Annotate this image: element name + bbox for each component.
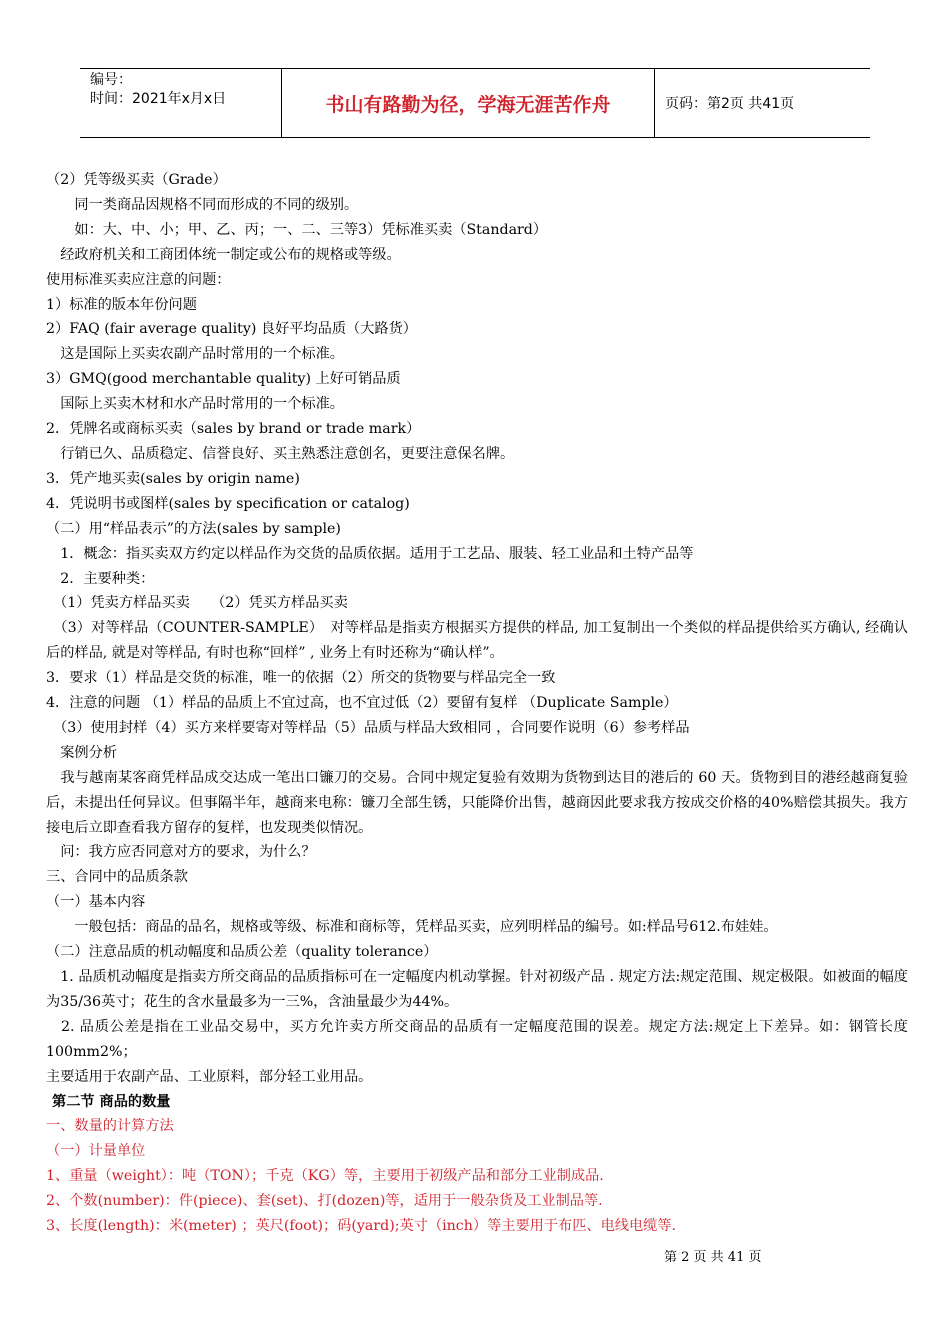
line-2: 同一类商品因规格不同而形成的不同的级别。: [46, 196, 359, 213]
red-line-2: （一）计量单位: [46, 1143, 146, 1160]
line-30: （一）基本内容: [46, 894, 146, 911]
paragraph-counter-sample: （3）对等样品（COUNTER-SAMPLE） 对等样品是指卖方根据买方提供的样品, 加工复制出一个类似的样品提供给买方确认, 经确认后的样品, 就是对等样品, 有时也称“回样” , 业务上有时还称为“确认样”。: [46, 620, 908, 662]
section-heading: 第二节 商品的数量: [52, 1093, 171, 1110]
line-29: 三、合同中的品质条款: [46, 869, 188, 886]
line-13: 3．凭产地买卖(sales by origin name): [46, 470, 300, 487]
line-23: （3）使用封样（4）买方来样要寄对等样品（5）品质与样品大致相同 ，合同要作说明（6）参考样品: [46, 719, 690, 736]
red-line-4: 2、个数(number)：件(piece)、套(set)、打(dozen)等，适用于一般杂货及工业制品等.: [46, 1193, 603, 1210]
line-1: （2）凭等级买卖（Grade）: [46, 172, 227, 188]
page-header: [80, 68, 870, 138]
line-8: 这是国际上买卖农副产品时常用的一个标准。: [46, 346, 344, 363]
header-motto: 书山有路勤为径，学海无涯苦作舟: [282, 69, 655, 137]
line-5: 使用标准买卖应注意的问题：: [46, 271, 231, 288]
line-10: 国际上买卖木材和水产品时常用的一个标准。: [46, 396, 344, 413]
line-4: 经政府机关和工商团体统一制定或公布的规格或等级。: [46, 246, 401, 263]
line-7: 2）FAQ (fair average quality) 良好平均品质（大路货）: [46, 321, 417, 338]
line-12: 行销已久、品质稳定、信誉良好、买主熟悉注意创名，更要注意保名牌。: [46, 445, 515, 462]
line-37: 主要适用于农副产品、工业原料，部分轻工业用品。: [46, 1068, 373, 1085]
paragraph-quality-range: 1. 品质机动幅度是指卖方所交商品的品质指标可在一定幅度内机动掌握。针对初级产品 . 规定方法:规定范围、规定极限。如被面的幅度为35/36英寸；花生的含水量最多为一三%，含油量最少为44%。: [46, 969, 908, 1010]
header-info: [80, 69, 282, 137]
line-14: 4．凭说明书或图样(sales by specification or catalog): [46, 495, 410, 512]
line-32: （二）注意品质的机动幅度和品质公差（quality tolerance）: [46, 944, 438, 961]
line-31: 一般包括：商品的品名，规格或等级、标准和商标等，凭样品买卖，应列明样品的编号。如:样品号612.布娃娃。: [46, 919, 778, 936]
line-15: （二）用“样品表示”的方法(sales by sample): [46, 520, 341, 537]
document-body: [46, 168, 908, 1239]
line-9: 3）GMQ(good merchantable quality) 上好可销品质: [46, 371, 401, 388]
line-18: （1）凭卖方样品买卖 （2）凭买方样品买卖: [46, 595, 348, 612]
doc-date-label: 时间：2021年x月x日: [90, 91, 227, 107]
line-11: 2．凭牌名或商标买卖（sales by brand or trade mark）: [46, 421, 421, 438]
line-28: 问：我方应否同意对方的要求，为什么？: [46, 844, 316, 861]
doc-number-label: 编号：: [90, 72, 132, 88]
header-page-label: 页码：第2页 共41页: [665, 96, 795, 112]
page-footer: 第 2 页 共 41 页: [664, 1250, 762, 1265]
red-line-5: 3、长度(length)：米(meter) ；英尺(foot)；码(yard);英寸（inch）等主要用于布匹、电线电缆等.: [46, 1218, 677, 1235]
line-24: 案例分析: [46, 744, 117, 761]
line-6: 1）标准的版本年份问题: [46, 296, 197, 313]
paragraph-case-study: 我与越南某客商凭样品成交达成一笔出口镰刀的交易。合同中规定复验有效期为货物到达目的港后的 60 天。货物到目的港经越商复验后，未提出任何异议。但事隔半年，越商来电称：镰刀全部生锈，只能降价出售，越商因此要求我方按成交价格的40%赔偿其损失。我方接电后立即查看我方留存的复样，也发现类似情况。: [46, 769, 908, 836]
line-21: 3．要求（1）样品是交货的标准，唯一的依据（2）所交的货物要与样品完全一致: [46, 670, 556, 687]
red-line-1: 一、数量的计算方法: [46, 1118, 174, 1135]
line-3: 如：大、中、小；甲、乙、丙；一、二、三等3）凭标准买卖（Standard）: [46, 221, 548, 238]
line-16: 1．概念：指买卖双方约定以样品作为交货的品质依据。适用于工艺品、服装、轻工业品和土特产品等: [46, 545, 694, 562]
paragraph-quality-tolerance: 2. 品质公差是指在工业品交易中，买方允许卖方所交商品的品质有一定幅度范围的误差。规定方法:规定上下差异。如：钢管长度100mm2%；: [46, 1018, 908, 1060]
line-22: 4．注意的问题 （1）样品的品质上不宜过高，也不宜过低（2）要留有复样 （Duplicate Sample）: [46, 695, 678, 712]
line-17: 2．主要种类：: [46, 570, 155, 587]
red-line-3: 1、重量（weight）：吨（TON）；千克（KG）等，主要用于初级产品和部分工业制成品.: [46, 1168, 604, 1185]
